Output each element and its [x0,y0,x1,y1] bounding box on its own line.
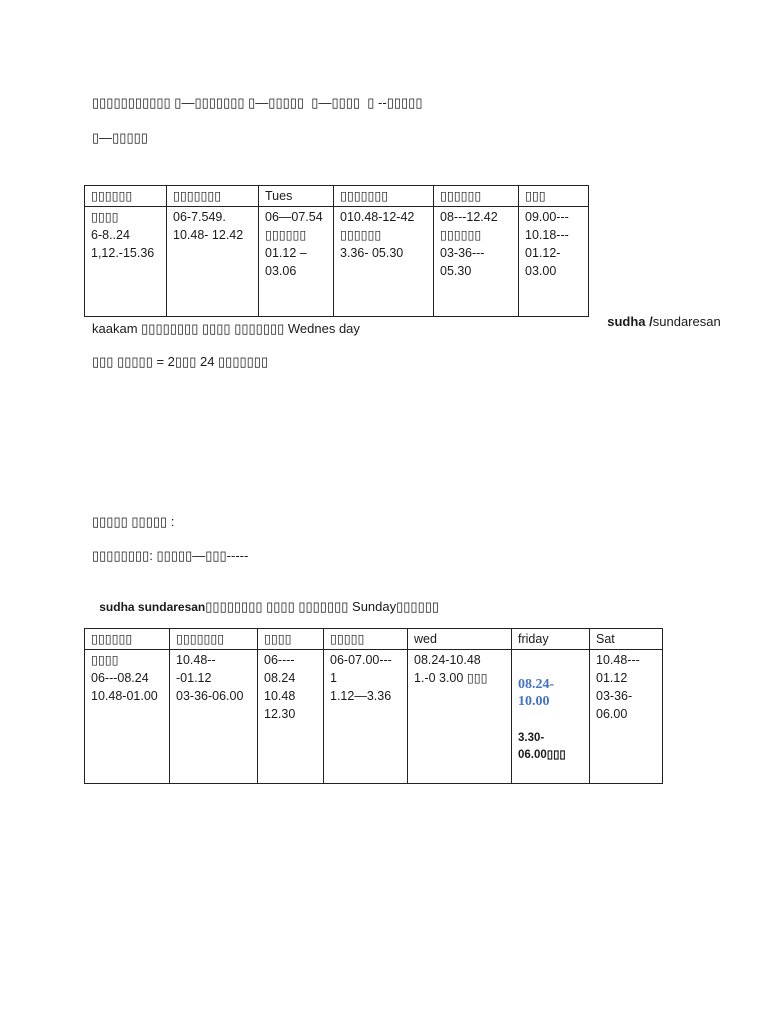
table-header-cell: ▯▯▯▯▯▯ [85,629,170,650]
intro-line-2: ▯—▯▯▯▯▯ [92,130,148,145]
side-note-rest: sundaresan [652,314,721,329]
table-row [85,207,589,317]
table-cell: 010.48-12-42 ▯▯▯▯▯▯ 3.36- 05.30 [334,207,434,317]
section-2-subtitle: ▯▯▯▯▯▯▯▯: ▯▯▯▯▯—▯▯▯----- [92,548,249,563]
section-2-rest: ▯▯▯▯▯▯▯▯ ▯▯▯▯ ▯▯▯▯▯▯▯ Sunday▯▯▯▯▯▯ [205,599,440,614]
table-header-cell: ▯▯▯▯▯▯ [434,186,519,207]
table-header-row [85,629,663,650]
table-cell: 10.48---01.12 03-36-06.00 [170,650,258,784]
intro-line-1: ▯▯▯▯▯▯▯▯▯▯▯ ▯—▯▯▯▯▯▯▯ ▯—▯▯▯▯▯ ▯—▯▯▯▯ ▯ --▯▯▯▯▯ [92,95,423,110]
table-cell: 06-7.549. 10.48- 12.42 [167,207,259,317]
schedule-table-1 [84,185,589,317]
table-header-cell: friday [512,629,590,650]
table-row [85,650,663,784]
section-2-title: ▯▯▯▯▯ ▯▯▯▯▯ : [92,514,175,529]
schedule-table-2 [84,628,663,784]
table-cell: 08.24-10.48 1.-0 3.00 ▯▯▯ [408,650,512,784]
table-header-cell: ▯▯▯ [519,186,589,207]
table-header-cell: ▯▯▯▯▯▯▯ [167,186,259,207]
table-header-cell: ▯▯▯▯▯▯▯ [334,186,434,207]
side-note-bold: sudha / [607,314,653,329]
table-cell: ▯▯▯▯ 6-8..24 1,12.-15.36 [85,207,167,317]
section-2-name: sudha sundaresan [99,600,206,614]
table-header-cell: Sat [590,629,663,650]
friday-time-highlight: 08.24- 10.00 [518,677,555,709]
table-cell: 10.48--- 01.12 03-36- 06.00 [590,650,663,784]
table-header-cell: ▯▯▯▯▯▯▯ [170,629,258,650]
table-cell: ▯▯▯▯ 06---08.24 10.48-01.00 [85,650,170,784]
kaakam-line: kaakam ▯▯▯▯▯▯▯▯ ▯▯▯▯ ▯▯▯▯▯▯▯ Wednes day [92,321,360,336]
table-cell: 09.00--- 10.18--- 01.12- 03.00 [519,207,589,317]
table-cell-friday [512,650,590,784]
table-header-cell: ▯▯▯▯▯▯ [85,186,167,207]
table-cell: 06---- 08.24 10.48 12.30 [258,650,324,784]
table-header-cell: ▯▯▯▯▯ [324,629,408,650]
table-cell: 06-07.00--- 1 1.12—3.36 [324,650,408,784]
friday-time-bold: 3.30- 06.00▯▯▯ [518,732,566,761]
table-cell: 06—07.54 ▯▯▯▯▯▯ 01.12 – 03.06 [259,207,334,317]
table-cell: 08---12.42 ▯▯▯▯▯▯ 03-36--- 05.30 [434,207,519,317]
section-2-line [92,583,439,615]
table-header-cell: ▯▯▯▯ [258,629,324,650]
table-header-row [85,186,589,207]
side-note [600,298,721,330]
table-header-cell: wed [408,629,512,650]
table-header-cell: Tues [259,186,334,207]
formula-line: ▯▯▯ ▯▯▯▯▯ = 2▯▯▯ 24 ▯▯▯▯▯▯▯ [92,354,269,369]
